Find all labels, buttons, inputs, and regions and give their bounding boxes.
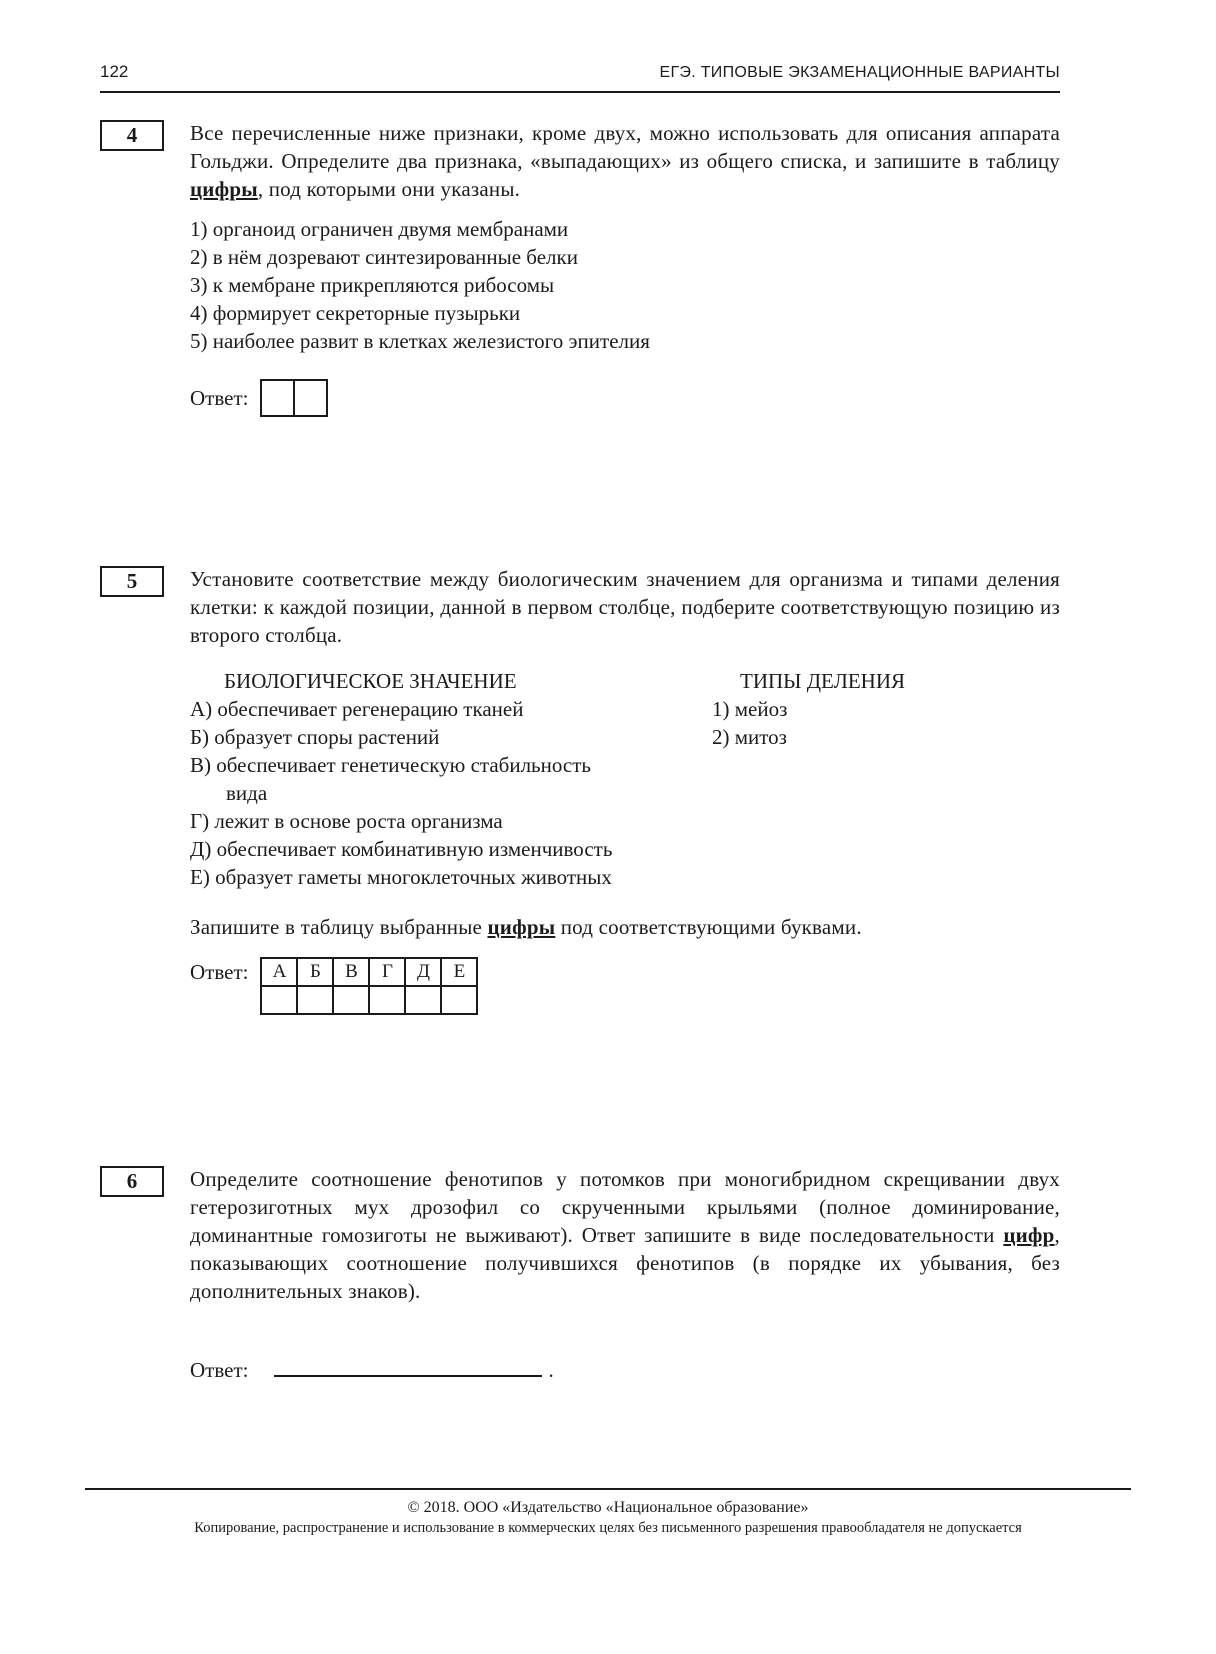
answer-cell <box>262 381 293 415</box>
question-5-text: Установите соответствие между биологическим значением для организма и типами деления клетки: к каждой позиции, данной в первом столбце, подберите соответствующую позицию из второго столбца. <box>190 567 1060 647</box>
list-item: 5) наиболее развит в клетках железистого эпителия <box>190 329 650 353</box>
question-4-number-box <box>100 120 164 151</box>
running-head <box>100 62 1060 82</box>
question-4-text-part2: , под которыми они указаны. <box>257 177 521 201</box>
answer-cell <box>293 381 326 415</box>
answer-table-empty-cell <box>297 986 333 1014</box>
match-option: 1) мейоз <box>712 697 788 721</box>
footer-copyright: © 2018. ООО «Издательство «Национальное образование» <box>407 1499 809 1516</box>
footer-notice: Копирование, распространение и использование в коммерческих целях без письменного разрешения правообладателя не допускается <box>194 1520 1022 1536</box>
question-6-body <box>190 1165 1060 1383</box>
answer-label: Ответ: <box>190 1358 249 1383</box>
question-6 <box>100 1165 1060 1383</box>
answer-table-letter-cell: В <box>333 958 369 986</box>
answer-table-empty-cell <box>369 986 405 1014</box>
answer-label: Ответ: <box>190 960 249 984</box>
matching-left-column <box>190 667 626 891</box>
footer-rule <box>85 1488 1131 1490</box>
answer-table-letter-row <box>261 958 477 986</box>
right-column-header: ТИПЫ ДЕЛЕНИЯ <box>740 669 906 693</box>
question-4-number: 4 <box>126 123 138 147</box>
match-option: 2) митоз <box>712 725 787 749</box>
answer-table-letter-cell: Г <box>369 958 405 986</box>
question-6-text-part1: Определите соотношение фенотипов у потомков при моногибридном скрещивании двух гетерозиготных мух дрозофил со скрученными крыльями (полное доминирование, доминантные гомозиготы не выживают). Ответ запишите в виде последовательности <box>190 1167 1060 1247</box>
answer-table-empty-cell <box>405 986 441 1014</box>
list-item: 2) в нём дозревают синтезированные белки <box>190 245 578 269</box>
left-column-header: БИОЛОГИЧЕСКОЕ ЗНАЧЕНИЕ <box>224 669 517 693</box>
answer-table-letter-cell: Д <box>405 958 441 986</box>
question-4 <box>100 119 1060 417</box>
question-4-text-part1: Все перечисленные ниже признаки, кроме двух, можно использовать для описания аппарата Гольджи. Определите два признака, «выпадающих» из общего списка, и запишите в таблицу <box>190 121 1060 173</box>
question-6-answer-row <box>190 1353 1060 1383</box>
page-number: 122 <box>100 62 129 81</box>
question-6-keyword: цифр <box>1003 1223 1055 1247</box>
answer-table-letter-cell: Б <box>297 958 333 986</box>
question-4-answer-row <box>190 379 1060 417</box>
answer-table-empty-cell <box>261 986 297 1014</box>
list-item: 4) формирует секреторные пузырьки <box>190 301 521 325</box>
answer-table <box>260 957 478 1015</box>
list-item: 3) к мембране прикрепляются рибосомы <box>190 273 555 297</box>
page-header-title: ЕГЭ. ТИПОВЫЕ ЭКЗАМЕНАЦИОННЫЕ ВАРИАНТЫ <box>659 64 1060 81</box>
question-5-number: 5 <box>126 569 138 593</box>
question-6-number: 6 <box>126 1169 138 1193</box>
question-5-instruction-part1: Запишите в таблицу выбранные <box>190 915 488 939</box>
question-4-body <box>190 119 1060 417</box>
question-5-instruction <box>190 913 1060 941</box>
answer-table-empty-row <box>261 986 477 1014</box>
match-item: Д) обеспечивает комбинативную изменчивость <box>190 837 613 861</box>
match-item: Е) образует гаметы многоклеточных животных <box>190 865 612 889</box>
answer-boxes <box>260 379 328 417</box>
question-5-answer-row <box>190 957 1060 1015</box>
question-5-number-box <box>100 566 164 597</box>
answer-table-empty-cell <box>333 986 369 1014</box>
question-5-keyword: цифры <box>487 915 556 939</box>
question-5-body <box>190 565 1060 1015</box>
page-footer <box>85 1488 1131 1537</box>
question-4-options-list <box>190 215 1060 355</box>
list-item: 1) органоид ограничен двумя мембранами <box>190 217 569 241</box>
question-6-text <box>190 1165 1060 1305</box>
answer-blank-line <box>274 1353 542 1377</box>
question-6-text-part2: , показывающих соотношение получившихся фенотипов (в порядке их убывания, без дополнительных знаков). <box>190 1223 1060 1303</box>
answer-table-letter-cell: Е <box>441 958 477 986</box>
question-5 <box>100 565 1060 1015</box>
matching-columns <box>190 667 1060 891</box>
question-4-keyword: цифры <box>190 177 258 201</box>
header-rule <box>100 91 1060 93</box>
answer-table-letter-cell: А <box>261 958 297 986</box>
answer-table-empty-cell <box>441 986 477 1014</box>
match-item: Б) образует споры растений <box>190 725 440 749</box>
question-4-text <box>190 119 1060 203</box>
answer-label: Ответ: <box>190 385 249 410</box>
question-5-instruction-part2: под соответствующими буквами. <box>555 915 862 939</box>
answer-period: . <box>548 1358 554 1383</box>
question-6-number-box <box>100 1166 164 1197</box>
match-item: Г) лежит в основе роста организма <box>190 809 503 833</box>
match-item: В) обеспечивает генетическую стабильность вида <box>190 753 591 805</box>
match-item: А) обеспечивает регенерацию тканей <box>190 697 524 721</box>
matching-right-column <box>712 667 905 891</box>
